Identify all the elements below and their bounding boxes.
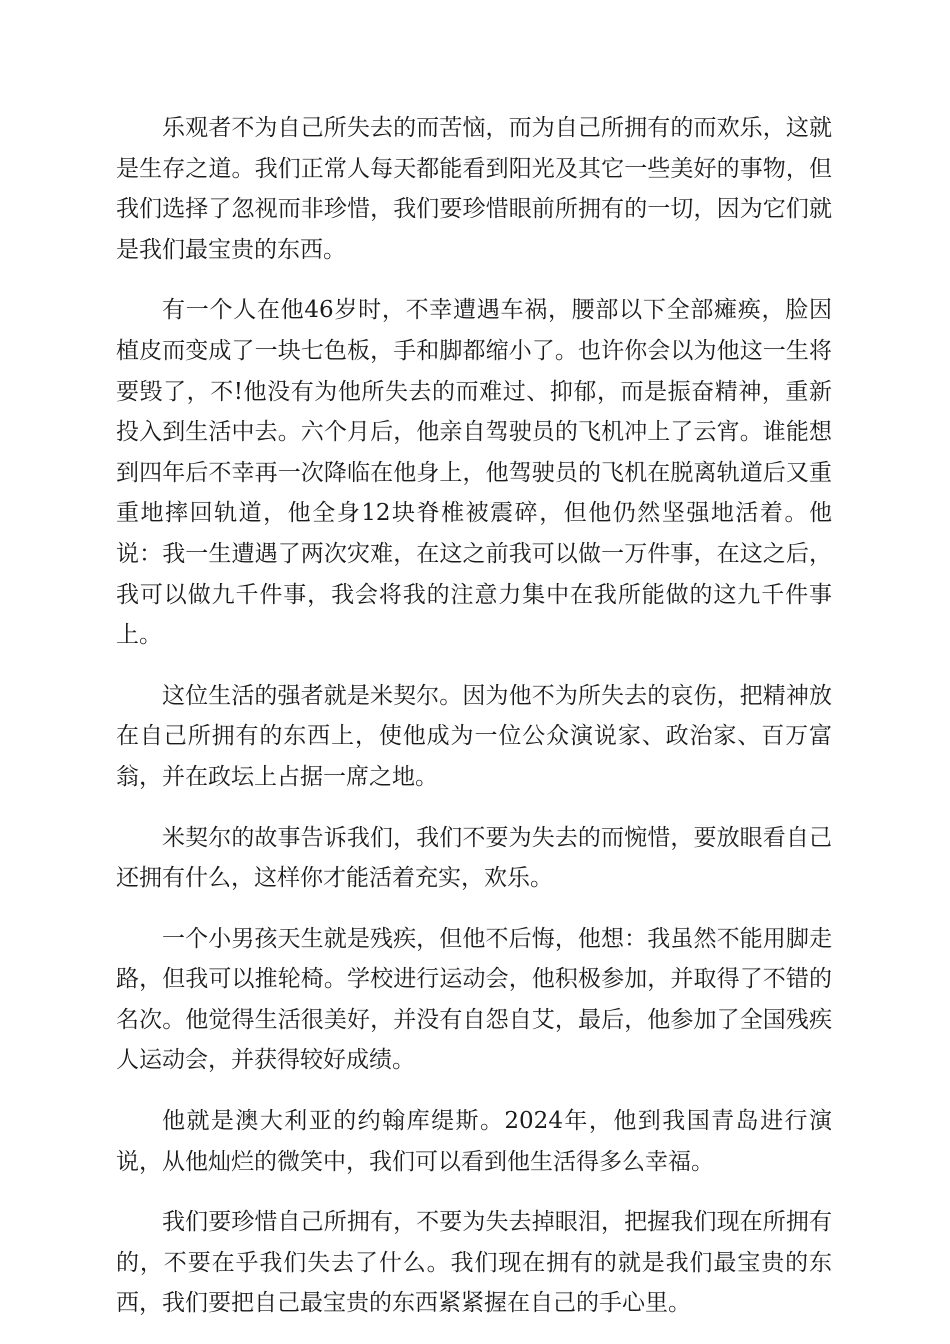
paragraph-6: 他就是澳大利亚的约翰库缇斯。2024年，他到我国青岛进行演说，从他灿烂的微笑中，我们可以看到他生活得多么幸福。: [116, 1108, 832, 1175]
paragraph-2: 有一个人在他46岁时，不幸遭遇车祸，腰部以下全部瘫痪，脸因植皮而变成了一块七色板，手和脚都缩小了。也许你会以为他这一生将要毁了，不!他没有为他所失去的而难过、抑郁，而是振奋精神，重新投入到生活中去。六个月后，他亲自驾驶员的飞机冲上了云宵。谁能想到四年后不幸再一次降临在他身上，他驾驶员的飞机在脱离轨道后又重重地摔回轨道，他全身12块脊椎被震碎，但他仍然坚强地活着。他说：我一生遭遇了两次灾难，在这之前我可以做一万件事，在这之后，我可以做九千件事，我会将我的注意力集中在我所能做的这九千件事上。: [116, 297, 832, 649]
paragraph-1: 乐观者不为自己所失去的而苦恼，而为自己所拥有的而欢乐，这就是生存之道。我们正常人每天都能看到阳光及其它一些美好的事物，但我们选择了忽视而非珍惜，我们要珍惜眼前所拥有的一切，因为它们就是我们最宝贵的东西。: [116, 115, 832, 263]
paragraph-5: 一个小男孩天生就是残疾，但他不后悔，他想：我虽然不能用脚走路，但我可以推轮椅。学校进行运动会，他积极参加，并取得了不错的名次。他觉得生活很美好，并没有自怨自艾，最后，他参加了全国残疾人运动会，并获得较好成绩。: [116, 925, 832, 1074]
paragraph-3: 这位生活的强者就是米契尔。因为他不为所失去的哀伤，把精神放在自己所拥有的东西上，使他成为一位公众演说家、政治家、百万富翁，并在政坛上占据一席之地。: [116, 682, 832, 790]
document-body: [116, 108, 832, 1324]
paragraph-4: 米契尔的故事告诉我们，我们不要为失去的而惋惜，要放眼看自己还拥有什么，这样你才能活着充实，欢乐。: [116, 824, 832, 892]
paragraph-7: 我们要珍惜自己所拥有，不要为失去掉眼泪，把握我们现在所拥有的，不要在乎我们失去了什么。我们现在拥有的就是我们最宝贵的东西，我们要把自己最宝贵的东西紧紧握在自己的手心里。: [116, 1209, 832, 1317]
